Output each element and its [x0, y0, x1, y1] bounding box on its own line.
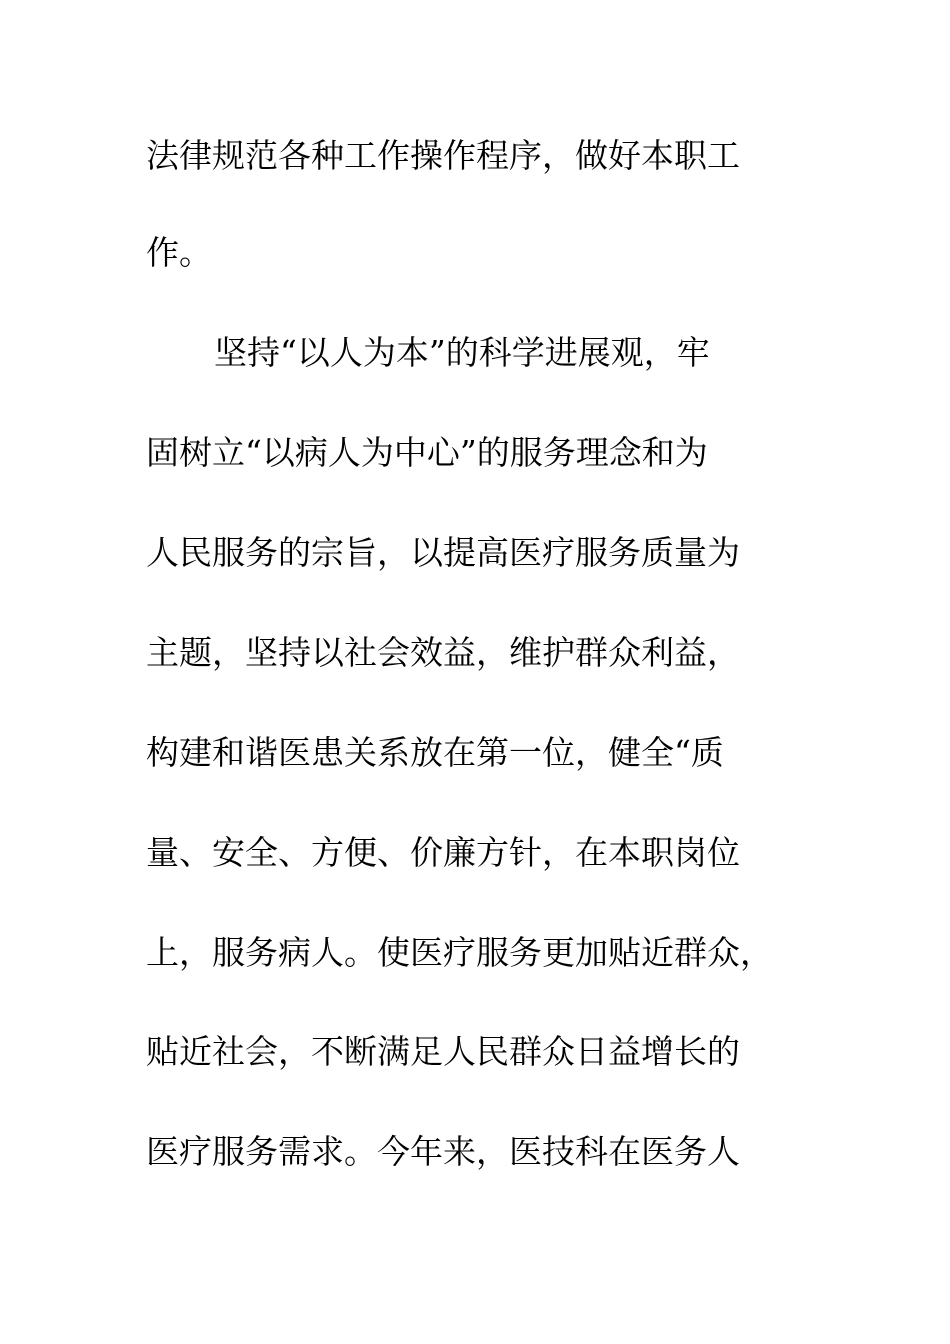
text-line: 主题，坚持以社会效益，维护群众利益， — [146, 633, 740, 672]
text-line: 医疗服务需求。今年来，医技科在医务人 — [146, 1132, 740, 1171]
text-line: 贴近社会，不断满足人民群众日益增长的 — [146, 1032, 740, 1071]
text-line: 人民服务的宗旨，以提高医疗服务质量为 — [146, 533, 740, 572]
text-line: 固树立“以病人为中心”的服务理念和为 — [146, 433, 708, 472]
text-line: 作。 — [146, 233, 212, 272]
text-line: 法律规范各种工作操作程序，做好本职工 — [146, 136, 740, 175]
paragraph-first-line: 坚持“以人为本”的科学进展观，牢 — [214, 333, 710, 372]
text-line: 构建和谐医患关系放在第一位，健全“质 — [146, 733, 724, 772]
text-line: 上，服务病人。使医疗服务更加贴近群众， — [146, 933, 773, 972]
text-line: 量、安全、方便、价廉方针，在本职岗位 — [146, 833, 740, 872]
